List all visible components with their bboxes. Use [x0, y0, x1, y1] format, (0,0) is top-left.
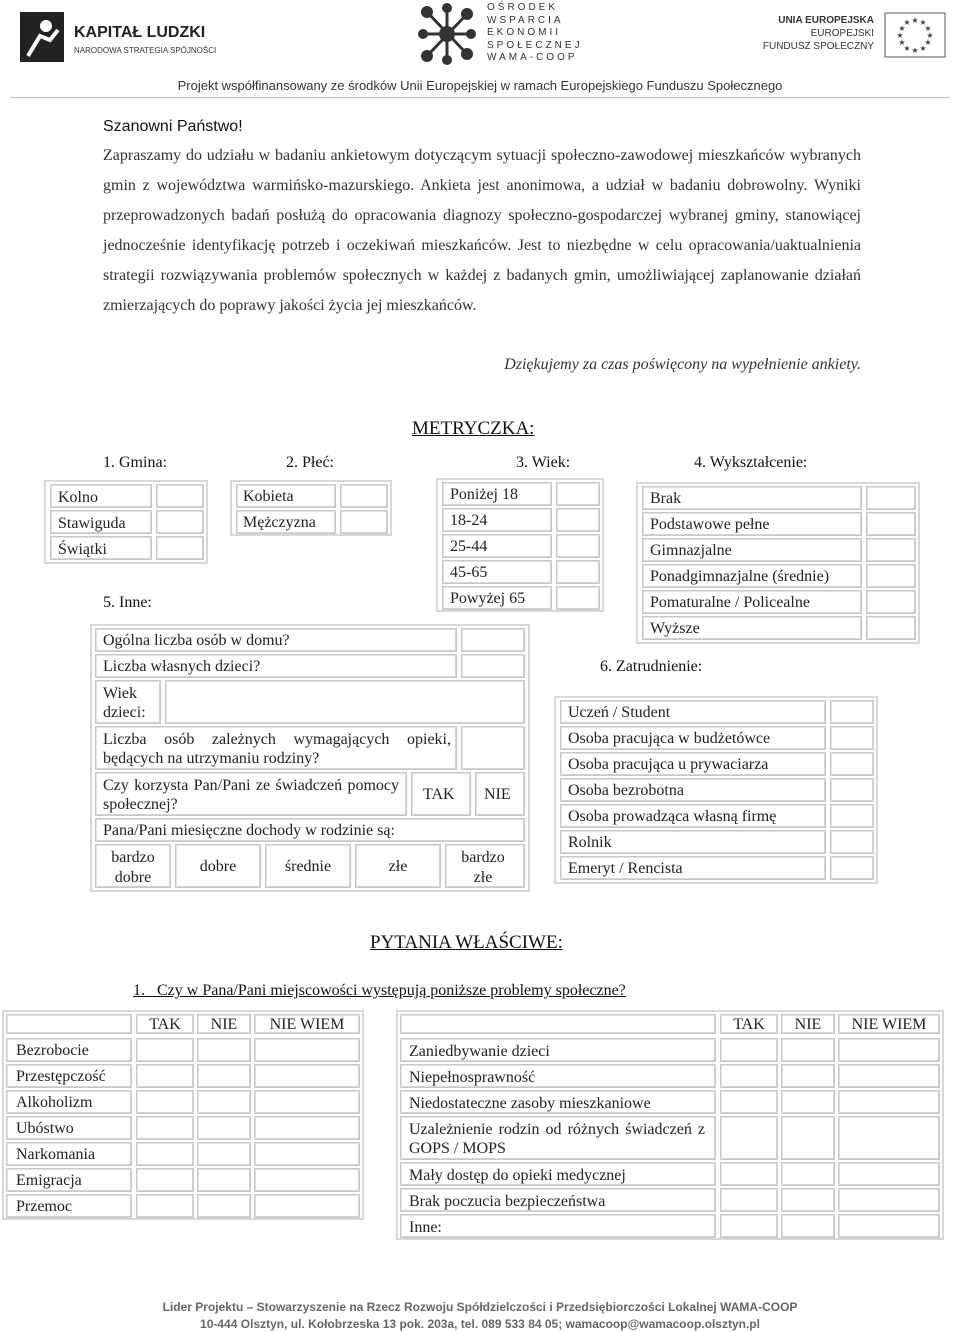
dochody-option-label: średnie	[284, 858, 332, 875]
logo-line: OŚRODEK	[487, 2, 559, 13]
edu-option-label: Podstawowe pełne	[650, 516, 770, 533]
wiek-option-label: Poniżej 18	[450, 486, 518, 503]
pomoc-tak: TAK	[423, 786, 455, 803]
job-option-label: Osoba bezrobotna	[568, 782, 684, 799]
answer-nie-wiem-checkbox[interactable]	[254, 1168, 360, 1192]
col-header-nie-wiem: NIE WIEM	[851, 1016, 927, 1033]
problem-label: Mały dostęp do opieki medycznej	[409, 1167, 626, 1184]
wiek-label: 3. Wiek:	[516, 454, 571, 471]
answer-nie-wiem-checkbox[interactable]	[254, 1194, 360, 1218]
job-option-label: Rolnik	[568, 834, 612, 851]
gmina-label: 1. Gmina:	[103, 454, 167, 471]
gmina-option-label: Stawiguda	[58, 515, 126, 532]
footer-line-2: 10-444 Olsztyn, ul. Kołobrzeska 13 pok. 203a, tel. 089 533 84 05; wamacoop@wamacoop.olsztyn.pl	[200, 1317, 760, 1331]
gmina-checkbox[interactable]	[156, 536, 204, 560]
intro-text: Zapraszamy do udziału w badaniu ankietowym dotyczącym sytuacji społeczno-zawodowej mieszkańców wybranych gmin z województwa warmińsko-mazurskiego. Ankieta jest anonimowa, a udział w badaniu dobrowolny. Wyniki przeprowadzonych badań posłużą do opracowania diagnozy społeczno-gospodarczej wybranej gminy, stanowiącej jednocześnie identyfikację potrzeb i oczekiwań mieszkańców. Jest to niezbędne w celu opracowania/uaktualnienia strategii rozwiązywania problemów społecznych w każdej z badanych gmin, umożliwiającej zaplanowanie działań zmierzających do poprawy jakości życia jej mieszkańców.	[103, 147, 861, 314]
answer-nie-checkbox[interactable]	[781, 1214, 835, 1238]
answer-nie-wiem-checkbox[interactable]	[838, 1038, 940, 1062]
answer-nie-wiem-checkbox[interactable]	[254, 1142, 360, 1166]
dochody-label: Pana/Pani miesięczne dochody w rodzinie są:	[103, 822, 395, 839]
dochody-option-label: dobre	[199, 858, 237, 875]
problem-label: Zaniedbywanie dzieci	[409, 1043, 550, 1060]
edu-option-label: Pomaturalne / Policealne	[650, 594, 810, 611]
eu-logo	[762, 12, 946, 62]
job-checkbox[interactable]	[830, 700, 874, 724]
problem-label: Alkoholizm	[16, 1094, 93, 1111]
answer-tak-checkbox[interactable]	[720, 1214, 778, 1238]
answer-nie-checkbox[interactable]	[197, 1168, 251, 1192]
zalezni-label: Liczba osób zależnych wymagających opieki, będących na utrzymaniu rodziny?	[103, 731, 451, 767]
molecule-icon	[415, 2, 479, 66]
edu-option-label: Brak	[650, 490, 682, 507]
question-1: 1. Czy w Pana/Pani miejscowości występują poniższe problemy społeczne?	[133, 982, 626, 999]
svg-text:★: ★	[919, 44, 927, 53]
answer-nie-checkbox[interactable]	[781, 1188, 835, 1212]
edu-option-label: Ponadgimnazjalne (średnie)	[650, 568, 830, 585]
wiek-checkbox[interactable]	[556, 560, 600, 584]
pomoc-nie: NIE	[484, 786, 511, 803]
job-option-label: Osoba prowadząca własną firmę	[568, 808, 777, 825]
svg-text:★: ★	[903, 44, 911, 53]
logo-title: KAPITAŁ LUDZKI	[74, 24, 206, 41]
problem-label: Narkomania	[16, 1146, 96, 1163]
edu-checkbox[interactable]	[866, 512, 916, 536]
job-checkbox[interactable]	[830, 856, 874, 880]
answer-nie-checkbox[interactable]	[197, 1116, 251, 1140]
answer-nie-checkbox[interactable]	[781, 1090, 835, 1114]
intro-body	[103, 141, 861, 321]
gmina-checkbox[interactable]	[156, 510, 204, 534]
problem-label: Bezrobocie	[16, 1042, 89, 1059]
logo-line: WAMA-COOP	[487, 52, 578, 64]
problem-label: Inne:	[409, 1219, 442, 1236]
wiek-option-label: Powyżej 65	[450, 590, 526, 607]
gmina-option-label: Świątki	[58, 541, 107, 558]
answer-tak-checkbox[interactable]	[136, 1090, 194, 1114]
edu-checkbox[interactable]	[866, 486, 916, 510]
answer-nie-checkbox[interactable]	[197, 1038, 251, 1062]
wiek-dzieci-label: Wiek dzieci:	[103, 685, 146, 721]
answer-nie-checkbox[interactable]	[197, 1142, 251, 1166]
job-option-label: Emeryt / Rencista	[568, 860, 683, 877]
answer-nie-checkbox[interactable]	[781, 1162, 835, 1186]
wiek-checkbox[interactable]	[556, 508, 600, 532]
svg-text:★: ★	[911, 46, 919, 55]
header-divider	[10, 97, 950, 98]
col-header-nie-wiem: NIE WIEM	[269, 1016, 345, 1033]
answer-tak-checkbox[interactable]	[720, 1038, 778, 1062]
answer-nie-wiem-checkbox[interactable]	[254, 1038, 360, 1062]
answer-nie-wiem-checkbox[interactable]	[838, 1162, 940, 1186]
answer-nie-wiem-checkbox[interactable]	[254, 1064, 360, 1088]
logo-line: SPOŁECZNEJ	[487, 39, 583, 51]
wiek-dzieci-input[interactable]	[165, 680, 525, 724]
project-line: Projekt współfinansowany ze środków Unii Europejskiej w ramach Europejskiego Funduszu Społecznego	[177, 78, 783, 93]
edu-checkbox[interactable]	[866, 564, 916, 588]
problem-label: Uzależnienie rodzin od różnych świadczeń z GOPS / MOPS	[409, 1121, 705, 1157]
problem-label: Przemoc	[16, 1198, 72, 1215]
plec-label: 2. Płeć:	[286, 454, 334, 471]
wiek-option-label: 45-65	[450, 564, 488, 581]
edu-checkbox[interactable]	[866, 590, 916, 614]
gmina-checkbox[interactable]	[156, 484, 204, 508]
col-header-nie: NIE	[794, 1016, 822, 1033]
job-checkbox[interactable]	[830, 778, 874, 802]
answer-nie-wiem-checkbox[interactable]	[838, 1090, 940, 1114]
eu-flag-icon	[884, 12, 946, 58]
plec-option-label: Mężczyzna	[243, 514, 316, 531]
osoby-domu-label: Ogólna liczba osób w domu?	[103, 632, 290, 649]
thanks-line: Dziękujemy za czas poświęcony na wypełnienie ankiety.	[504, 356, 861, 373]
answer-nie-wiem-checkbox[interactable]	[838, 1116, 940, 1160]
answer-tak-checkbox[interactable]	[136, 1168, 194, 1192]
greeting: Szanowni Państwo!	[103, 118, 243, 135]
wiek-option-label: 25-44	[450, 538, 488, 555]
logo-line: EKONOMII	[487, 27, 562, 39]
owes-logo	[415, 2, 583, 68]
col-header-nie: NIE	[210, 1016, 238, 1033]
pytania-title: PYTANIA WŁAŚCIWE:	[370, 932, 563, 953]
pomoc-label: Czy korzysta Pan/Pani ze świadczeń pomocy społecznej?	[103, 777, 399, 813]
job-option-label: Osoba pracująca w budżetówce	[568, 730, 771, 747]
wiek-checkbox[interactable]	[556, 586, 600, 610]
footer-line-1: Lider Projektu – Stowarzyszenie na Rzecz Rozwoju Spółdzielczości i Przedsiębiorczości Lokalnej WAMA-COOP	[162, 1300, 798, 1314]
wiek-option-label: 18-24	[450, 512, 488, 529]
zatrudnienie-label: 6. Zatrudnienie:	[600, 658, 703, 675]
problem-label: Przestępczość	[16, 1068, 106, 1085]
metryczka-title: METRYCZKA:	[412, 418, 535, 439]
logo-subtitle: NARODOWA STRATEGIA SPÓJNOŚCI	[74, 46, 217, 55]
answer-nie-checkbox[interactable]	[197, 1194, 251, 1218]
svg-text:★: ★	[924, 24, 932, 33]
inne-label: 5. Inne:	[103, 594, 152, 611]
answer-nie-wiem-checkbox[interactable]	[254, 1090, 360, 1114]
answer-tak-checkbox[interactable]	[720, 1116, 778, 1160]
answer-nie-wiem-checkbox[interactable]	[838, 1188, 940, 1212]
answer-nie-checkbox[interactable]	[197, 1090, 251, 1114]
col-header-tak: TAK	[149, 1016, 181, 1033]
edu-checkbox[interactable]	[866, 538, 916, 562]
eu-line-3: FUNDUSZ SPOŁECZNY	[762, 41, 874, 52]
answer-nie-wiem-checkbox[interactable]	[838, 1064, 940, 1088]
svg-text:★: ★	[924, 38, 932, 47]
col-header-tak: TAK	[733, 1016, 765, 1033]
answer-nie-checkbox[interactable]	[781, 1116, 835, 1160]
edu-option-label: Wyższe	[650, 620, 700, 637]
job-checkbox[interactable]	[830, 726, 874, 750]
problem-label: Niedostateczne zasoby mieszkaniowe	[409, 1095, 651, 1112]
plec-checkbox[interactable]	[340, 510, 388, 534]
svg-text:★: ★	[926, 31, 934, 40]
answer-tak-checkbox[interactable]	[136, 1064, 194, 1088]
eu-line-1: UNIA EUROPEJSKA	[778, 15, 874, 26]
answer-nie-wiem-checkbox[interactable]	[838, 1214, 940, 1238]
answer-nie-checkbox[interactable]	[197, 1064, 251, 1088]
plec-checkbox[interactable]	[340, 484, 388, 508]
dochody-option-label: bardzo złe	[461, 849, 505, 886]
answer-nie-wiem-checkbox[interactable]	[254, 1116, 360, 1140]
answer-tak-checkbox[interactable]	[136, 1142, 194, 1166]
answer-nie-checkbox[interactable]	[781, 1038, 835, 1062]
job-checkbox[interactable]	[830, 804, 874, 828]
kapital-ludzki-logo	[18, 8, 218, 68]
answer-tak-checkbox[interactable]	[136, 1194, 194, 1218]
plec-option-label: Kobieta	[243, 488, 294, 505]
problem-label: Brak poczucia bezpieczeństwa	[409, 1193, 606, 1210]
gmina-option-label: Kolno	[58, 489, 98, 506]
svg-text:★: ★	[903, 18, 911, 27]
wiek-checkbox[interactable]	[556, 482, 600, 506]
osoby-domu-input[interactable]	[461, 628, 525, 652]
answer-tak-checkbox[interactable]	[720, 1064, 778, 1088]
figure-icon	[18, 10, 68, 66]
answer-tak-checkbox[interactable]	[720, 1090, 778, 1114]
dochody-option-label: bardzo dobre	[111, 849, 155, 886]
zalezni-input[interactable]	[461, 726, 525, 770]
edu-option-label: Gimnazjalne	[650, 542, 732, 559]
job-checkbox[interactable]	[830, 830, 874, 854]
problem-label: Ubóstwo	[16, 1120, 74, 1137]
header-empty-cell	[6, 1014, 132, 1034]
answer-tak-checkbox[interactable]	[720, 1188, 778, 1212]
eu-line-2: EUROPEJSKI	[810, 28, 874, 39]
job-checkbox[interactable]	[830, 752, 874, 776]
problem-label: Emigracja	[16, 1172, 82, 1189]
dzieci-label: Liczba własnych dzieci?	[103, 658, 261, 675]
wyksztalcenie-label: 4. Wykształcenie:	[694, 454, 808, 471]
wiek-checkbox[interactable]	[556, 534, 600, 558]
svg-text:★: ★	[896, 31, 904, 40]
answer-tak-checkbox[interactable]	[720, 1162, 778, 1186]
dochody-option-label: złe	[388, 858, 408, 875]
logo-line: WSPARCIA	[487, 14, 564, 26]
answer-tak-checkbox[interactable]	[136, 1038, 194, 1062]
answer-nie-checkbox[interactable]	[781, 1064, 835, 1088]
problem-label: Niepełnosprawność	[409, 1069, 536, 1086]
svg-text:★: ★	[911, 16, 919, 25]
svg-text:★: ★	[919, 18, 927, 27]
svg-text:★: ★	[898, 24, 906, 33]
answer-tak-checkbox[interactable]	[136, 1116, 194, 1140]
job-option-label: Osoba pracująca u prywaciarza	[568, 756, 769, 773]
header-empty-cell	[400, 1014, 716, 1034]
dzieci-input[interactable]	[461, 654, 525, 678]
job-option-label: Uczeń / Student	[568, 704, 671, 721]
edu-checkbox[interactable]	[866, 616, 916, 640]
svg-text:★: ★	[898, 38, 906, 47]
